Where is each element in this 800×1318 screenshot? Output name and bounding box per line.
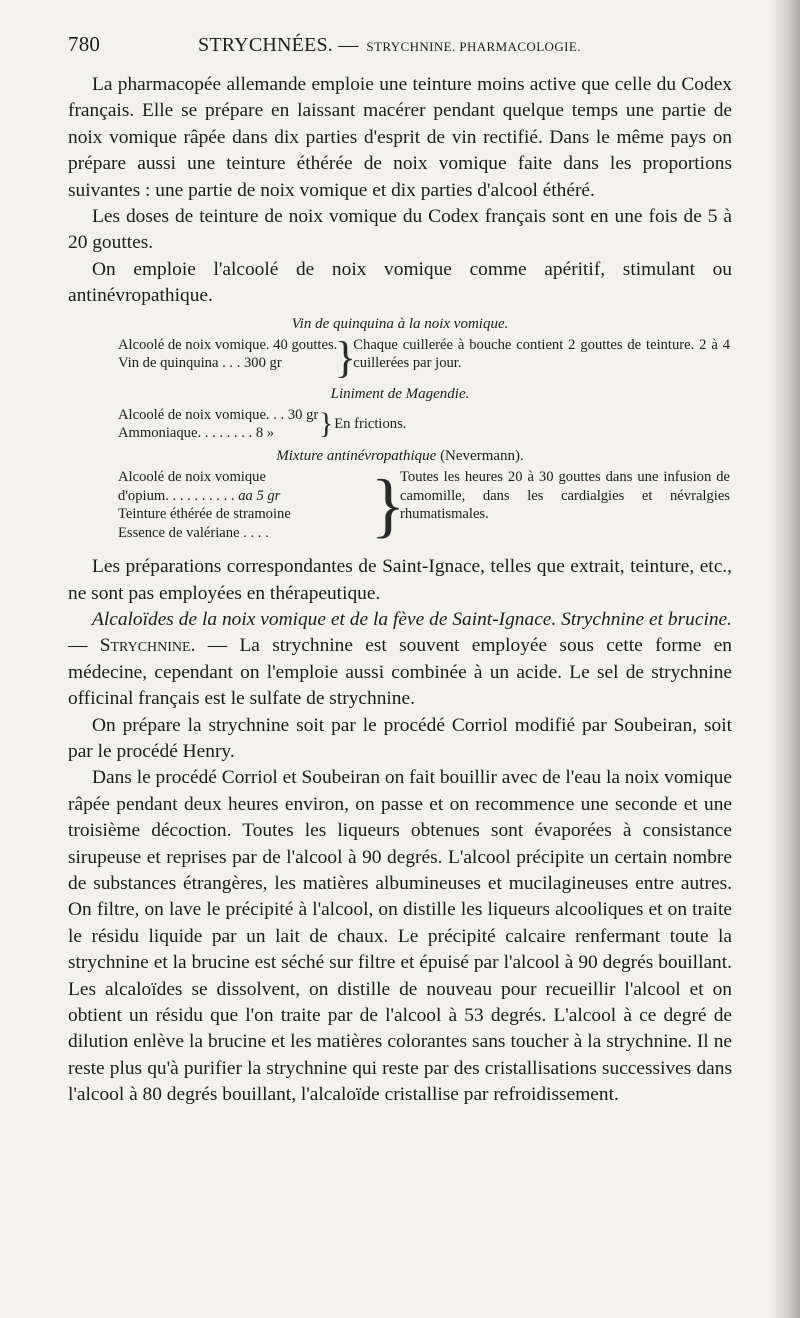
recipe-title: Liniment de Magendie. <box>330 385 470 402</box>
ingredient-row: d'opium. . . . . . . . . . aa 5 gr <box>118 487 281 504</box>
ingredient-row: Essence de valériane . . . . <box>118 524 269 541</box>
ingredient-row: Teinture éthérée de stramoine <box>118 506 291 523</box>
brace-icon: } <box>370 465 406 546</box>
paragraph-procedures: On prépare la strychnine soit par le procédé Corriol modifié par Soubeiran, soit par le procédé Henry. <box>68 714 732 762</box>
ingredient-row: Alcoolé de noix vomique <box>118 469 266 486</box>
header-title: STRYCHNÉES. — <box>198 34 359 56</box>
paragraph-alkaloids: Alcaloïdes de la noix vomique et de la fève de Saint-Ignace. Strychnine et brucine. — Strychnine. — La strychnine est souvent employée sous cette forme en médecine, cependant on l'emploie aussi combinée à un acide. Le sel de strychnine officinal français est le sulfate de strychnine. <box>68 608 732 710</box>
alkaloids-heading: Alcaloïdes de la noix vomique et de la fève de Saint-Ignace. Strychnine et brucine. <box>92 608 732 630</box>
paragraph-corriol-process: Dans le procédé Corriol et Soubeiran on fait bouillir avec de l'eau la noix vomique râpée pendant deux heures environ, on passe et on recommence une seconde et une troisième décoction. Toutes les liqueurs obtenues sont évaporées à consistance sirupeuse et reprises par de l'alcool à 90 degrés. L'alcool précipite un certain nombre de substances étrangères, les matières albumineuses et mucilagineuses entre autres. On filtre, on lave le précipité à l'alcool, on distille les liqueurs alcooliques et on traite le résidu liquide par un lait de chaux. Le précipité calcaire renfermant toute la strychnine et la brucine est séché sur filtre et épuisé par l'alcool à 90 degrés bouillant. Les alcaloïdes se dissolvent, on distille de nouveau pour recueillir l'alcool et on obtient un résidu que l'on traite par de l'alcool à 53 degrés. L'alcool à ce degré de dilution enlève la brucine et les matières colorantes sans toucher à la strychnine. Il ne reste plus qu'à purifier la strychnine qui reste par des cristallisations successives dans l'alcool à 80 degrés bouillant, l'alcaloïde cristallise par refroidissement. <box>68 767 732 1106</box>
brace-icon: } <box>319 407 334 441</box>
ingredient-row: Alcoolé de noix vomique. 40 gouttes. <box>118 336 338 353</box>
recipe-note: En frictions. <box>334 415 407 432</box>
recipe-note: Toutes les heures 20 à 30 gouttes dans une infusion de camomille, dans les cardialgies et névralgies rhumatismales. <box>400 469 730 523</box>
recipe-liniment-magendie <box>68 406 732 443</box>
recipe-ingredients <box>68 468 376 542</box>
recipe-title: Mixture antinévropathique (Nevermann). <box>276 448 524 465</box>
strychnine-label: Strychnine <box>99 635 191 657</box>
recipe-ingredients <box>68 336 337 380</box>
book-page <box>68 32 732 1109</box>
recipe-title: Vin de quinquina à la noix vomique. <box>291 315 509 332</box>
paragraph-doses: Les doses de teinture de noix vomique du Codex français sont en une fois de 5 à 20 gouttes. <box>68 206 732 254</box>
page-edge-shadow <box>770 0 800 1318</box>
page-number: 780 <box>68 32 101 56</box>
ingredient-row: Alcoolé de noix vomique. . . 30 gr <box>118 406 319 423</box>
paragraph-uses: On emploie l'alcoolé de noix vomique comme apéritif, stimulant ou antinévropathique. <box>68 258 732 307</box>
running-header <box>68 32 732 62</box>
recipe-note: Chaque cuillerée à bouche contient 2 gouttes de teinture. 2 à 4 cuillerées par jour. <box>353 336 730 372</box>
ingredient-row: Ammoniaque. . . . . . . . 8 » <box>118 425 275 442</box>
recipe-ingredients <box>68 406 318 443</box>
recipe-mixture-nevermann <box>68 465 732 546</box>
ingredient-row: Vin de quinquina . . . 300 gr <box>118 355 282 372</box>
paragraph-saint-ignace: Les préparations correspondantes de Saint-Ignace, telles que extrait, teinture, etc., ne sont pas employées en thérapeutique. <box>68 556 732 604</box>
brace-icon: } <box>334 332 356 382</box>
header-subtitle: STRYCHNINE. PHARMACOLOGIE. <box>366 39 581 54</box>
paragraph-german-pharmacopoeia: La pharmacopée allemande emploie une teinture moins active que celle du Codex français. Elle se prépare en laissant macérer pendant quelque temps une partie de noix vomique râpée dans dix parties d'esprit de vin rectifié. Dans le même pays on prépare aussi une teinture éthérée de noix vomique faite dans les proportions suivantes : une partie de noix vomique et dix parties d'alcool éthéré. <box>68 74 732 201</box>
recipe-vin-quinquina <box>68 332 732 382</box>
